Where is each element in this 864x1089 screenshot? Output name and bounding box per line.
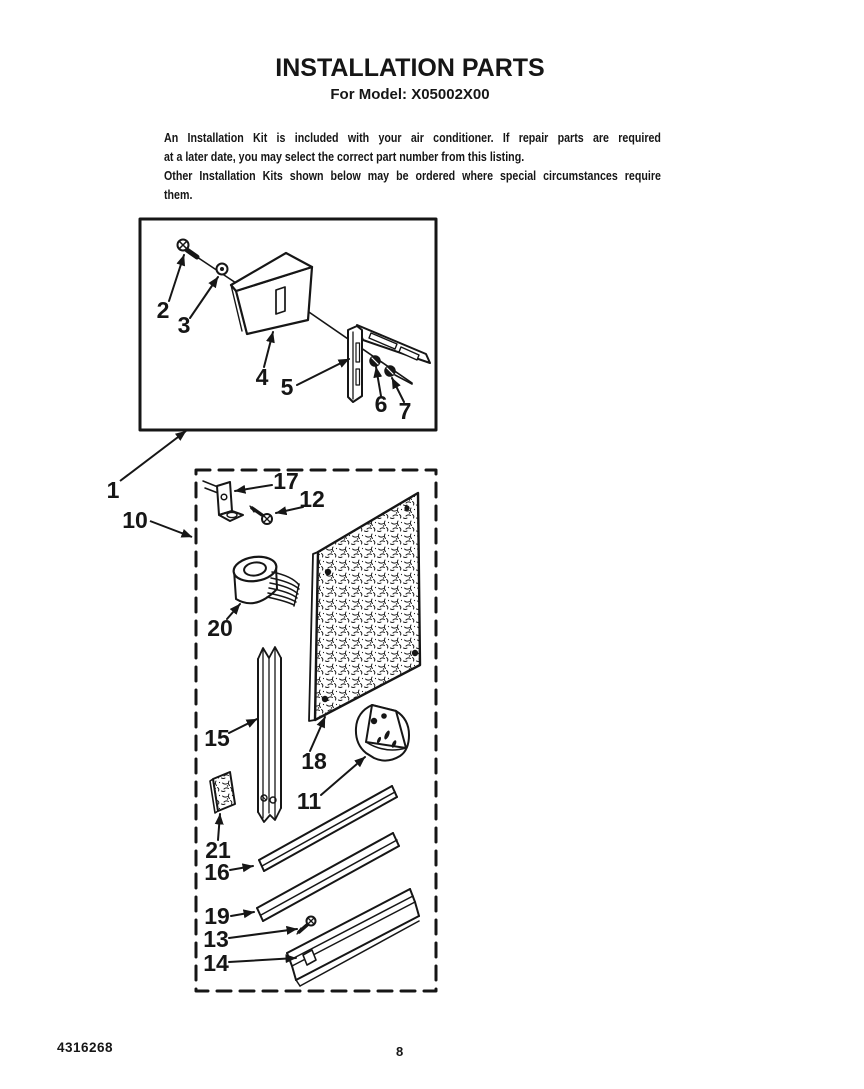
part-fastener-6	[370, 356, 380, 366]
callout-label-7: 7	[398, 398, 412, 424]
callout-label-17: 17	[273, 468, 299, 494]
callout-label-2: 2	[156, 297, 170, 323]
callout-label-13: 13	[203, 926, 229, 952]
part-bracket-5	[348, 325, 430, 402]
callout-label-11: 11	[296, 788, 322, 814]
callout-label-3: 3	[177, 312, 191, 338]
note-line-2: them.	[164, 187, 193, 202]
part-cover-4	[231, 253, 312, 334]
part-seal-bar-19	[257, 833, 399, 921]
callout-label-21: 21	[205, 837, 231, 863]
kit-1-label: 1	[106, 477, 120, 503]
intro-line-1: An Installation Kit is included with your air conditioner. If repair parts are required	[164, 130, 661, 145]
callout-label-15: 15	[204, 725, 230, 751]
part-screw-2	[178, 240, 198, 258]
part-sill-channel-14	[287, 889, 419, 986]
kit-1-leader	[120, 431, 186, 481]
installation-kit-10-diagram	[196, 468, 436, 991]
page-number: 8	[396, 1044, 404, 1059]
callout-label-19: 19	[204, 903, 230, 929]
part-screw-12	[250, 506, 272, 524]
kit-10-label: 10	[122, 507, 148, 533]
part-foam-tape-20	[232, 554, 299, 606]
callout-label-14: 14	[203, 950, 229, 976]
installation-kit-1-diagram	[140, 219, 436, 430]
publication-number: 4316268	[57, 1040, 114, 1055]
note-line-1: Other Installation Kits shown below may be ordered where special circumstances require	[164, 168, 661, 183]
callout-label-12: 12	[299, 486, 325, 512]
callout-label-6: 6	[374, 391, 388, 417]
callout-label-20: 20	[207, 615, 233, 641]
part-angle-bracket-17	[203, 481, 243, 521]
part-screw-13	[297, 917, 316, 935]
part-foam-block-21	[210, 772, 235, 813]
intro-line-2: at a later date, you may select the correct part number from this listing.	[164, 149, 525, 164]
part-support-bracket-11	[356, 705, 409, 761]
page-title: INSTALLATION PARTS	[275, 54, 545, 82]
part-fastener-7	[385, 366, 412, 384]
part-window-channel-15	[258, 647, 281, 822]
callout-label-5: 5	[280, 374, 294, 400]
part-filler-panel-18	[309, 493, 420, 721]
callout-label-16: 16	[204, 859, 230, 885]
callout-label-18: 18	[301, 748, 327, 774]
callout-label-4: 4	[255, 364, 269, 390]
kit-10-leader	[150, 521, 192, 537]
part-washer-3	[217, 264, 228, 275]
model-line: For Model: X05002X00	[330, 86, 490, 103]
